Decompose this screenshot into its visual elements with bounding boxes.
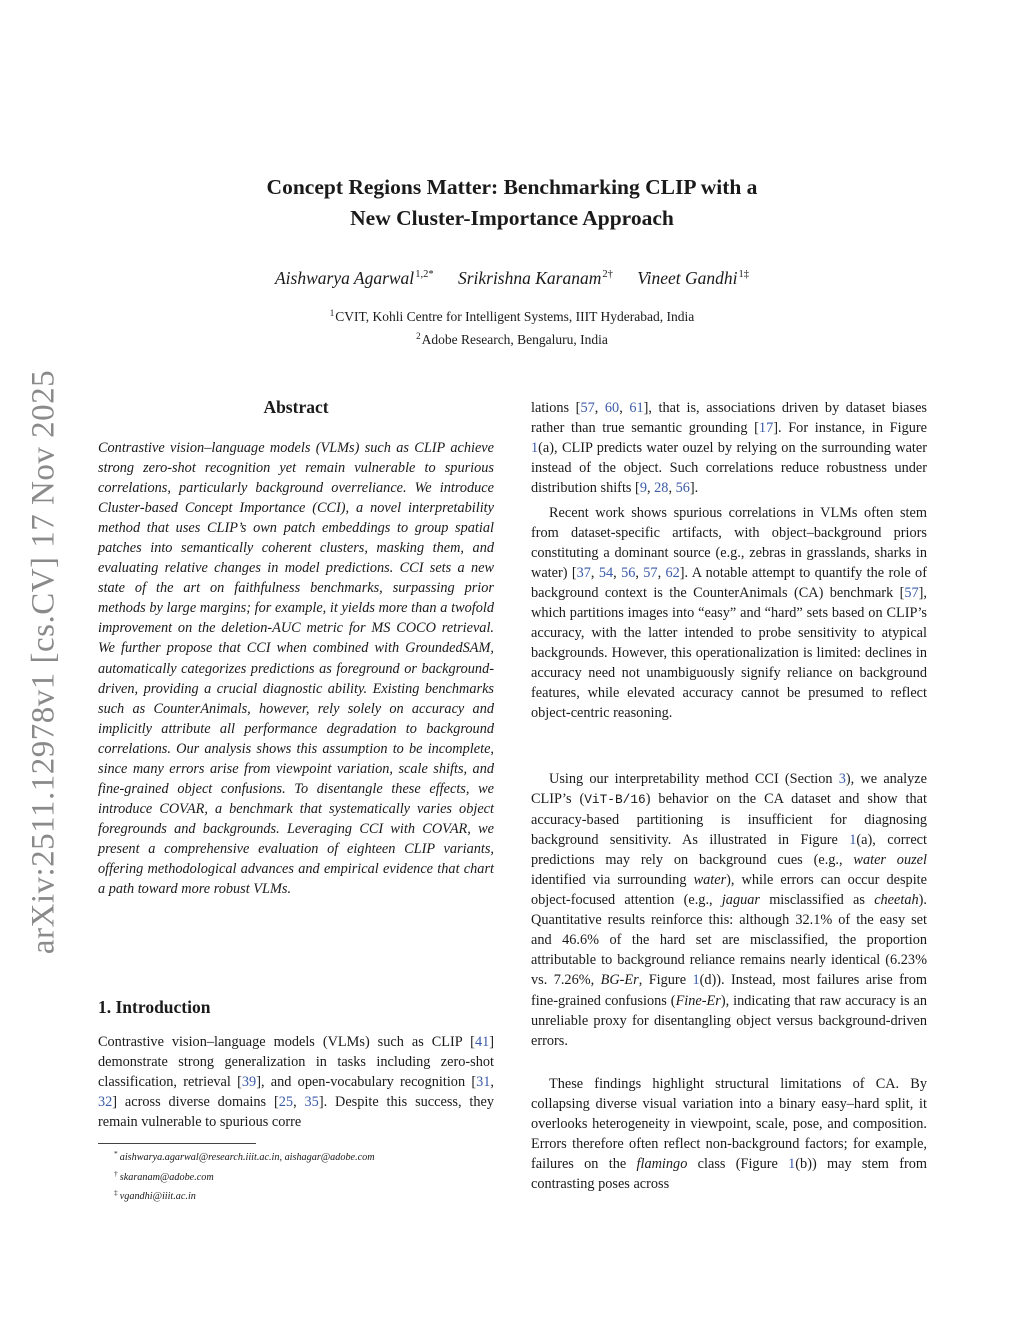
citation-link[interactable]: 32 [98, 1094, 113, 1111]
citation-link[interactable]: 17 [758, 420, 774, 437]
citation-link[interactable]: 56 [675, 480, 690, 497]
arxiv-id: arXiv:2511.12978v1 [cs.CV] 17 Nov 2025 [25, 369, 62, 955]
citation-link[interactable]: 60 [604, 400, 620, 416]
title-line-1: Concept Regions Matter: Benchmarking CLIP with a [266, 175, 758, 199]
figure-link[interactable]: 1 [788, 1156, 796, 1173]
citation-link[interactable]: 39 [241, 1074, 257, 1091]
citation-link[interactable]: 62 [665, 565, 680, 582]
citation-link[interactable]: 57 [643, 565, 658, 582]
footnote-3: ‡ vgandhi@iiit.ac.in [114, 1188, 196, 1202]
footnotes [114, 1146, 375, 1205]
abstract-text: Contrastive vision–language models (VLMs) such as CLIP achieve strong zero-shot recognition yet remain vulnerable to spurious correlations, particularly background overreliance. We introduce Cluster-based Concept Importance (CCI), a novel interpretability method that uses CLIP’s own patch embeddings to group spatial patches into semantically coherent clusters, masking them, and evaluating relative changes in model predictions. CCI sets a new state of the art on faithfulness benchmarks, surpassing prior methods by large margins; for example, it yields more than a twofold improvement on the deletion-AUC metric for MS COCO retrieval. We further propose that CCI when combined with GroundedSAM, automatically categorizes predictions as foreground or background-driven, providing a crucial diagnostic ability. Existing benchmarks such as CounterAnimals, however, rely solely on accuracy and implicitly attribute all performance degradation to background correlations. Our analysis shows this assumption to be incomplete, since many errors arise from viewpoint variation, scale shifts, and fine-grained object confusions. To disentangle these effects, we introduce COVAR, a benchmark that systematically varies object foregrounds and backgrounds. Leveraging CCI with COVAR, we present a comprehensive evaluation of eighteen CLIP variants, offering methodological advances and empirical evidence that chart a path toward more robust VLMs. [98, 440, 494, 898]
section-link[interactable]: 3 [838, 771, 846, 787]
affiliation-2: $^2$Adobe Research, Bengaluru, India [416, 331, 608, 347]
citation-link[interactable]: 31 [476, 1074, 491, 1091]
affiliation-1: $^1$CVIT, Kohli Centre for Intelligent Systems, IIIT Hyderabad, India [329, 308, 695, 324]
citation-link[interactable]: 57 [580, 400, 595, 416]
citation-link[interactable]: 28 [654, 480, 669, 497]
paper-title [150, 172, 874, 234]
citation-link[interactable]: 35 [304, 1094, 319, 1111]
figure-link[interactable]: 1 [531, 440, 539, 457]
citation-link[interactable]: 37 [576, 565, 591, 582]
right-paragraph-2: Recent work shows spurious correlations in VLMs often stem from dataset-specific artifacts, with object–background priors constituting a dominant source (e.g., zebras in grasslands, sharks in water) [37, 54, 56, 57, 62]. A notable attempt to quantify the role of background context is the CounterAnimals (CA) benchmark [57], which partitions images into “easy” and “hard” sets based on CLIP’s accuracy, with the latter intended to probe sensitivity to atypical backgrounds. However, this operationalization is limited: declines in accuracy need not unambiguously signify reliance on background features, while elevated accuracy cannot be presumed to reflect object-centric reasoning. [531, 505, 927, 722]
right-paragraph-3: Using our interpretability method CCI (Section 3), we analyze CLIP’s (ViT-B/16) behavior on the CA dataset and show that accuracy-based partitioning is insufficient for diagnosing background sensitivity. As illustrated in Figure 1(a), correct predictions may rely on background cues (e.g., water ouzel identified via surrounding water), while errors can occur despite object-focused attention (e.g., jaguar misclassified as cheetah). Quantitative results reinforce this: although 32.1% of the easy set and 46.6% of the hard set are misclassified, the proportion attributable to background reliance remains nearly identical (6.23% vs. 7.26%, BG-Er, Figure 1(d)). Instead, most failures arise from fine-grained confusions (Fine-Er), indicating that raw accuracy is an unreliable proxy for disentangling object versus background-driven errors. [531, 771, 927, 1049]
intro-paragraph-1: Contrastive vision–language models (VLMs) such as CLIP [41] demonstrate strong generalization in tasks including zero-shot classification, retrieval [39], and open-vocabulary recognition [31, 32] across diverse domains [25, 35]. Despite this success, they remain vulnerable to spurious corre [98, 1034, 495, 1131]
citation-link[interactable]: 25 [278, 1094, 294, 1111]
citation-link[interactable]: 54 [598, 565, 614, 582]
right-paragraph-4: These findings highlight structural limitations of CA. By collapsing diverse visual variation into a binary easy–hard split, it overlooks heterogeneity in viewpoint, scale, pose, and composition. Errors therefore often reflect non-background factors; for example, failures on the flamingo class (Figure 1(b)) may stem from contrasting poses across [531, 1076, 927, 1193]
author-3: Vineet Gandhi$^{1\ddagger}$ [637, 268, 750, 288]
author-list [150, 268, 874, 289]
model-name-code: ViT-B/16 [584, 792, 646, 808]
citation-link[interactable]: 41 [474, 1034, 490, 1050]
figure-link[interactable]: 1 [692, 972, 700, 989]
citation-link[interactable]: 9 [639, 480, 647, 497]
abstract-heading: Abstract [263, 397, 329, 417]
citation-link[interactable]: 56 [621, 565, 636, 582]
footnote-1: * aishwarya.agarwal@research.iiit.ac.in, aishagar@adobe.com [114, 1149, 375, 1163]
citation-link[interactable]: 57 [904, 585, 919, 602]
author-1: Aishwarya Agarwal$^{1,2*}$ [274, 268, 434, 288]
author-2: Srikrishna Karanam$^{2\dagger}$ [457, 268, 613, 288]
citation-link[interactable]: 61 [629, 400, 644, 416]
figure-link[interactable]: 1 [849, 832, 857, 849]
section-heading-introduction: 1. Introduction [98, 997, 211, 1017]
footnote-divider [98, 1143, 256, 1144]
right-paragraph-1: lations [57, 60, 61], that is, associations driven by dataset biases rather than true semantic grounding [17]. For instance, in Figure 1(a), CLIP predicts water ouzel by relying on the surrounding water instead of the object. Such correlations reduce robustness under distribution shifts [9, 28, 56]. [531, 400, 927, 497]
footnote-2: † skaranam@adobe.com [114, 1168, 214, 1183]
title-line-2: New Cluster-Importance Approach [350, 206, 674, 230]
